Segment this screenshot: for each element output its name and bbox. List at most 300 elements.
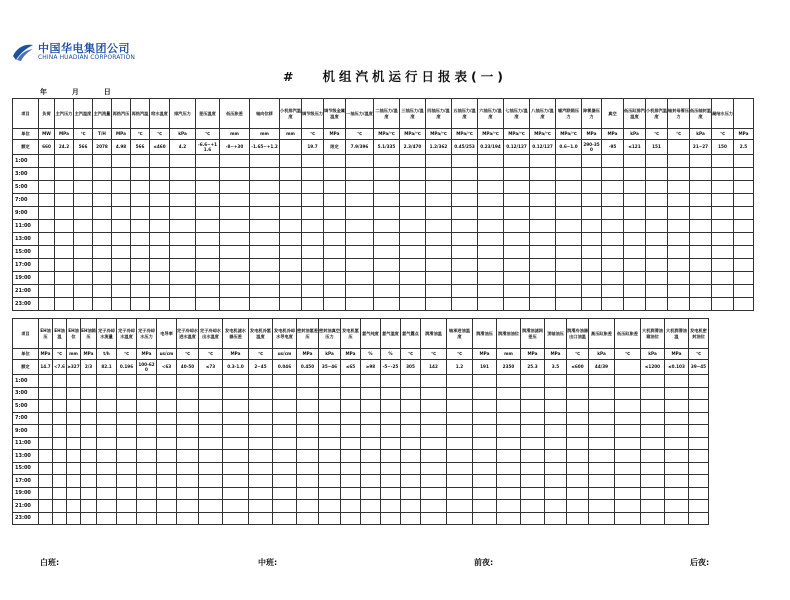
- log-entry-cell[interactable]: [319, 375, 341, 388]
- log-entry-cell[interactable]: [196, 285, 220, 298]
- log-entry-cell[interactable]: [97, 412, 117, 425]
- log-entry-cell[interactable]: [545, 437, 567, 450]
- log-entry-cell[interactable]: [452, 181, 478, 194]
- log-entry-cell[interactable]: [401, 387, 421, 400]
- log-entry-cell[interactable]: [602, 233, 624, 246]
- log-entry-cell[interactable]: [452, 168, 478, 181]
- log-entry-cell[interactable]: [249, 512, 273, 525]
- log-entry-cell[interactable]: [530, 285, 556, 298]
- log-entry-cell[interactable]: [250, 272, 280, 285]
- log-entry-cell[interactable]: [196, 207, 220, 220]
- log-entry-cell[interactable]: [220, 298, 250, 311]
- log-entry-cell[interactable]: [504, 168, 530, 181]
- log-entry-cell[interactable]: [177, 500, 199, 513]
- log-entry-cell[interactable]: [734, 285, 754, 298]
- log-entry-cell[interactable]: [249, 425, 273, 438]
- log-entry-cell[interactable]: [567, 412, 589, 425]
- log-entry-cell[interactable]: [473, 487, 497, 500]
- log-entry-cell[interactable]: [150, 298, 170, 311]
- log-entry-cell[interactable]: [196, 246, 220, 259]
- log-entry-cell[interactable]: [545, 450, 567, 463]
- log-entry-cell[interactable]: [567, 500, 589, 513]
- log-entry-cell[interactable]: [250, 259, 280, 272]
- log-entry-cell[interactable]: [67, 437, 81, 450]
- log-entry-cell[interactable]: [199, 512, 223, 525]
- log-entry-cell[interactable]: [615, 512, 641, 525]
- log-entry-cell[interactable]: [690, 181, 712, 194]
- log-entry-cell[interactable]: [497, 425, 521, 438]
- log-entry-cell[interactable]: [689, 387, 709, 400]
- log-entry-cell[interactable]: [157, 387, 177, 400]
- log-entry-cell[interactable]: [521, 437, 545, 450]
- log-entry-cell[interactable]: [39, 155, 55, 168]
- log-entry-cell[interactable]: [93, 194, 112, 207]
- log-entry-cell[interactable]: [582, 285, 602, 298]
- log-entry-cell[interactable]: [478, 220, 504, 233]
- log-entry-cell[interactable]: [426, 207, 452, 220]
- log-entry-cell[interactable]: [646, 207, 668, 220]
- log-entry-cell[interactable]: [641, 387, 665, 400]
- log-entry-cell[interactable]: [177, 375, 199, 388]
- log-entry-cell[interactable]: [545, 387, 567, 400]
- log-entry-cell[interactable]: [624, 155, 646, 168]
- log-entry-cell[interactable]: [223, 412, 249, 425]
- log-entry-cell[interactable]: [39, 181, 55, 194]
- log-entry-cell[interactable]: [478, 233, 504, 246]
- log-entry-cell[interactable]: [341, 400, 361, 413]
- log-entry-cell[interactable]: [624, 181, 646, 194]
- log-entry-cell[interactable]: [473, 437, 497, 450]
- log-entry-cell[interactable]: [473, 387, 497, 400]
- log-entry-cell[interactable]: [81, 450, 97, 463]
- log-entry-cell[interactable]: [137, 387, 157, 400]
- log-entry-cell[interactable]: [530, 207, 556, 220]
- log-entry-cell[interactable]: [112, 272, 131, 285]
- log-entry-cell[interactable]: [545, 412, 567, 425]
- log-entry-cell[interactable]: [223, 487, 249, 500]
- log-entry-cell[interactable]: [602, 168, 624, 181]
- log-entry-cell[interactable]: [297, 375, 319, 388]
- log-entry-cell[interactable]: [112, 181, 131, 194]
- log-entry-cell[interactable]: [150, 246, 170, 259]
- log-entry-cell[interactable]: [170, 246, 196, 259]
- log-entry-cell[interactable]: [199, 487, 223, 500]
- log-entry-cell[interactable]: [55, 272, 74, 285]
- log-entry-cell[interactable]: [361, 450, 381, 463]
- log-entry-cell[interactable]: [556, 181, 582, 194]
- log-entry-cell[interactable]: [421, 487, 447, 500]
- log-entry-cell[interactable]: [478, 168, 504, 181]
- log-entry-cell[interactable]: [712, 246, 734, 259]
- log-entry-cell[interactable]: [297, 462, 319, 475]
- log-entry-cell[interactable]: [421, 437, 447, 450]
- log-entry-cell[interactable]: [426, 181, 452, 194]
- log-entry-cell[interactable]: [567, 475, 589, 488]
- log-entry-cell[interactable]: [615, 387, 641, 400]
- log-entry-cell[interactable]: [556, 285, 582, 298]
- log-entry-cell[interactable]: [97, 375, 117, 388]
- log-entry-cell[interactable]: [150, 155, 170, 168]
- log-entry-cell[interactable]: [381, 450, 401, 463]
- log-entry-cell[interactable]: [39, 387, 53, 400]
- log-entry-cell[interactable]: [55, 298, 74, 311]
- log-entry-cell[interactable]: [690, 233, 712, 246]
- log-entry-cell[interactable]: [93, 207, 112, 220]
- log-entry-cell[interactable]: [346, 259, 374, 272]
- log-entry-cell[interactable]: [249, 500, 273, 513]
- log-entry-cell[interactable]: [690, 298, 712, 311]
- log-entry-cell[interactable]: [93, 155, 112, 168]
- log-entry-cell[interactable]: [497, 475, 521, 488]
- log-entry-cell[interactable]: [374, 168, 400, 181]
- log-entry-cell[interactable]: [646, 272, 668, 285]
- log-entry-cell[interactable]: [302, 155, 324, 168]
- log-entry-cell[interactable]: [381, 500, 401, 513]
- log-entry-cell[interactable]: [689, 512, 709, 525]
- log-entry-cell[interactable]: [401, 437, 421, 450]
- log-entry-cell[interactable]: [690, 259, 712, 272]
- log-entry-cell[interactable]: [504, 272, 530, 285]
- log-entry-cell[interactable]: [199, 425, 223, 438]
- log-entry-cell[interactable]: [646, 155, 668, 168]
- log-entry-cell[interactable]: [117, 462, 137, 475]
- log-entry-cell[interactable]: [668, 220, 690, 233]
- log-entry-cell[interactable]: [426, 155, 452, 168]
- log-entry-cell[interactable]: [690, 220, 712, 233]
- log-entry-cell[interactable]: [421, 475, 447, 488]
- log-entry-cell[interactable]: [615, 437, 641, 450]
- log-entry-cell[interactable]: [712, 207, 734, 220]
- log-entry-cell[interactable]: [341, 412, 361, 425]
- log-entry-cell[interactable]: [55, 246, 74, 259]
- log-entry-cell[interactable]: [641, 375, 665, 388]
- log-entry-cell[interactable]: [473, 450, 497, 463]
- log-entry-cell[interactable]: [53, 412, 67, 425]
- log-entry-cell[interactable]: [400, 285, 426, 298]
- log-entry-cell[interactable]: [150, 285, 170, 298]
- log-entry-cell[interactable]: [497, 437, 521, 450]
- log-entry-cell[interactable]: [452, 207, 478, 220]
- log-entry-cell[interactable]: [199, 412, 223, 425]
- log-entry-cell[interactable]: [374, 181, 400, 194]
- log-entry-cell[interactable]: [582, 155, 602, 168]
- log-entry-cell[interactable]: [67, 487, 81, 500]
- log-entry-cell[interactable]: [712, 181, 734, 194]
- log-entry-cell[interactable]: [280, 259, 302, 272]
- log-entry-cell[interactable]: [381, 387, 401, 400]
- log-entry-cell[interactable]: [545, 375, 567, 388]
- log-entry-cell[interactable]: [39, 259, 55, 272]
- log-entry-cell[interactable]: [117, 500, 137, 513]
- log-entry-cell[interactable]: [624, 272, 646, 285]
- log-entry-cell[interactable]: [112, 207, 131, 220]
- log-entry-cell[interactable]: [665, 462, 689, 475]
- log-entry-cell[interactable]: [615, 450, 641, 463]
- log-entry-cell[interactable]: [67, 387, 81, 400]
- log-entry-cell[interactable]: [668, 194, 690, 207]
- log-entry-cell[interactable]: [447, 387, 473, 400]
- log-entry-cell[interactable]: [324, 194, 346, 207]
- log-entry-cell[interactable]: [131, 155, 150, 168]
- log-entry-cell[interactable]: [641, 462, 665, 475]
- log-entry-cell[interactable]: [117, 475, 137, 488]
- log-entry-cell[interactable]: [602, 285, 624, 298]
- log-entry-cell[interactable]: [53, 400, 67, 413]
- log-entry-cell[interactable]: [346, 285, 374, 298]
- log-entry-cell[interactable]: [196, 272, 220, 285]
- log-entry-cell[interactable]: [447, 487, 473, 500]
- log-entry-cell[interactable]: [426, 194, 452, 207]
- log-entry-cell[interactable]: [324, 155, 346, 168]
- log-entry-cell[interactable]: [361, 512, 381, 525]
- log-entry-cell[interactable]: [53, 462, 67, 475]
- log-entry-cell[interactable]: [374, 194, 400, 207]
- log-entry-cell[interactable]: [734, 207, 754, 220]
- log-entry-cell[interactable]: [556, 272, 582, 285]
- log-entry-cell[interactable]: [689, 475, 709, 488]
- log-entry-cell[interactable]: [220, 272, 250, 285]
- log-entry-cell[interactable]: [220, 285, 250, 298]
- log-entry-cell[interactable]: [556, 155, 582, 168]
- log-entry-cell[interactable]: [302, 207, 324, 220]
- log-entry-cell[interactable]: [341, 462, 361, 475]
- log-entry-cell[interactable]: [53, 375, 67, 388]
- log-entry-cell[interactable]: [250, 155, 280, 168]
- log-entry-cell[interactable]: [582, 168, 602, 181]
- log-entry-cell[interactable]: [473, 412, 497, 425]
- log-entry-cell[interactable]: [641, 437, 665, 450]
- log-entry-cell[interactable]: [361, 475, 381, 488]
- log-entry-cell[interactable]: [478, 155, 504, 168]
- log-entry-cell[interactable]: [67, 512, 81, 525]
- log-entry-cell[interactable]: [150, 272, 170, 285]
- log-entry-cell[interactable]: [665, 500, 689, 513]
- log-entry-cell[interactable]: [556, 220, 582, 233]
- log-entry-cell[interactable]: [250, 220, 280, 233]
- log-entry-cell[interactable]: [690, 246, 712, 259]
- log-entry-cell[interactable]: [324, 207, 346, 220]
- log-entry-cell[interactable]: [319, 437, 341, 450]
- log-entry-cell[interactable]: [220, 155, 250, 168]
- log-entry-cell[interactable]: [346, 233, 374, 246]
- log-entry-cell[interactable]: [93, 272, 112, 285]
- log-entry-cell[interactable]: [131, 259, 150, 272]
- log-entry-cell[interactable]: [250, 246, 280, 259]
- log-entry-cell[interactable]: [249, 387, 273, 400]
- log-entry-cell[interactable]: [324, 233, 346, 246]
- log-entry-cell[interactable]: [452, 285, 478, 298]
- log-entry-cell[interactable]: [280, 155, 302, 168]
- log-entry-cell[interactable]: [170, 220, 196, 233]
- log-entry-cell[interactable]: [646, 285, 668, 298]
- log-entry-cell[interactable]: [646, 233, 668, 246]
- log-entry-cell[interactable]: [74, 272, 93, 285]
- log-entry-cell[interactable]: [374, 155, 400, 168]
- log-entry-cell[interactable]: [497, 400, 521, 413]
- log-entry-cell[interactable]: [150, 233, 170, 246]
- log-entry-cell[interactable]: [170, 155, 196, 168]
- log-entry-cell[interactable]: [734, 155, 754, 168]
- log-entry-cell[interactable]: [67, 500, 81, 513]
- log-entry-cell[interactable]: [426, 233, 452, 246]
- log-entry-cell[interactable]: [668, 155, 690, 168]
- log-entry-cell[interactable]: [280, 285, 302, 298]
- log-entry-cell[interactable]: [280, 298, 302, 311]
- log-entry-cell[interactable]: [297, 487, 319, 500]
- log-entry-cell[interactable]: [117, 387, 137, 400]
- log-entry-cell[interactable]: [93, 298, 112, 311]
- log-entry-cell[interactable]: [346, 207, 374, 220]
- log-entry-cell[interactable]: [74, 298, 93, 311]
- log-entry-cell[interactable]: [545, 462, 567, 475]
- log-entry-cell[interactable]: [297, 425, 319, 438]
- log-entry-cell[interactable]: [646, 168, 668, 181]
- log-entry-cell[interactable]: [250, 194, 280, 207]
- log-entry-cell[interactable]: [624, 246, 646, 259]
- log-entry-cell[interactable]: [223, 437, 249, 450]
- log-entry-cell[interactable]: [582, 207, 602, 220]
- log-entry-cell[interactable]: [302, 272, 324, 285]
- log-entry-cell[interactable]: [668, 246, 690, 259]
- log-entry-cell[interactable]: [81, 462, 97, 475]
- log-entry-cell[interactable]: [447, 512, 473, 525]
- log-entry-cell[interactable]: [374, 285, 400, 298]
- log-entry-cell[interactable]: [74, 233, 93, 246]
- log-entry-cell[interactable]: [117, 400, 137, 413]
- log-entry-cell[interactable]: [302, 259, 324, 272]
- log-entry-cell[interactable]: [504, 220, 530, 233]
- log-entry-cell[interactable]: [53, 512, 67, 525]
- log-entry-cell[interactable]: [521, 512, 545, 525]
- log-entry-cell[interactable]: [199, 450, 223, 463]
- log-entry-cell[interactable]: [452, 233, 478, 246]
- log-entry-cell[interactable]: [97, 500, 117, 513]
- log-entry-cell[interactable]: [341, 487, 361, 500]
- log-entry-cell[interactable]: [530, 272, 556, 285]
- log-entry-cell[interactable]: [297, 450, 319, 463]
- log-entry-cell[interactable]: [273, 462, 297, 475]
- log-entry-cell[interactable]: [361, 462, 381, 475]
- log-entry-cell[interactable]: [567, 462, 589, 475]
- log-entry-cell[interactable]: [381, 400, 401, 413]
- log-entry-cell[interactable]: [249, 412, 273, 425]
- log-entry-cell[interactable]: [157, 450, 177, 463]
- log-entry-cell[interactable]: [567, 375, 589, 388]
- log-entry-cell[interactable]: [641, 487, 665, 500]
- log-entry-cell[interactable]: [497, 412, 521, 425]
- log-entry-cell[interactable]: [582, 259, 602, 272]
- log-entry-cell[interactable]: [712, 298, 734, 311]
- log-entry-cell[interactable]: [250, 181, 280, 194]
- log-entry-cell[interactable]: [602, 194, 624, 207]
- log-entry-cell[interactable]: [589, 375, 615, 388]
- log-entry-cell[interactable]: [67, 400, 81, 413]
- log-entry-cell[interactable]: [249, 375, 273, 388]
- log-entry-cell[interactable]: [447, 375, 473, 388]
- log-entry-cell[interactable]: [137, 500, 157, 513]
- log-entry-cell[interactable]: [712, 155, 734, 168]
- log-entry-cell[interactable]: [589, 425, 615, 438]
- log-entry-cell[interactable]: [250, 168, 280, 181]
- log-entry-cell[interactable]: [447, 400, 473, 413]
- log-entry-cell[interactable]: [74, 207, 93, 220]
- log-entry-cell[interactable]: [400, 207, 426, 220]
- log-entry-cell[interactable]: [452, 298, 478, 311]
- log-entry-cell[interactable]: [74, 246, 93, 259]
- log-entry-cell[interactable]: [734, 168, 754, 181]
- log-entry-cell[interactable]: [473, 375, 497, 388]
- log-entry-cell[interactable]: [112, 155, 131, 168]
- log-entry-cell[interactable]: [137, 375, 157, 388]
- log-entry-cell[interactable]: [689, 412, 709, 425]
- log-entry-cell[interactable]: [447, 412, 473, 425]
- log-entry-cell[interactable]: [324, 298, 346, 311]
- log-entry-cell[interactable]: [97, 462, 117, 475]
- log-entry-cell[interactable]: [473, 475, 497, 488]
- log-entry-cell[interactable]: [131, 168, 150, 181]
- log-entry-cell[interactable]: [478, 246, 504, 259]
- log-entry-cell[interactable]: [81, 475, 97, 488]
- log-entry-cell[interactable]: [341, 375, 361, 388]
- log-entry-cell[interactable]: [67, 475, 81, 488]
- log-entry-cell[interactable]: [39, 400, 53, 413]
- log-entry-cell[interactable]: [582, 220, 602, 233]
- log-entry-cell[interactable]: [280, 181, 302, 194]
- log-entry-cell[interactable]: [223, 375, 249, 388]
- log-entry-cell[interactable]: [401, 462, 421, 475]
- log-entry-cell[interactable]: [665, 400, 689, 413]
- log-entry-cell[interactable]: [177, 512, 199, 525]
- log-entry-cell[interactable]: [497, 387, 521, 400]
- log-entry-cell[interactable]: [249, 462, 273, 475]
- log-entry-cell[interactable]: [447, 437, 473, 450]
- log-entry-cell[interactable]: [223, 475, 249, 488]
- log-entry-cell[interactable]: [665, 412, 689, 425]
- log-entry-cell[interactable]: [521, 462, 545, 475]
- log-entry-cell[interactable]: [273, 512, 297, 525]
- log-entry-cell[interactable]: [401, 425, 421, 438]
- log-entry-cell[interactable]: [170, 298, 196, 311]
- log-entry-cell[interactable]: [53, 425, 67, 438]
- log-entry-cell[interactable]: [55, 207, 74, 220]
- log-entry-cell[interactable]: [273, 475, 297, 488]
- log-entry-cell[interactable]: [199, 475, 223, 488]
- log-entry-cell[interactable]: [689, 500, 709, 513]
- log-entry-cell[interactable]: [426, 259, 452, 272]
- log-entry-cell[interactable]: [97, 425, 117, 438]
- log-entry-cell[interactable]: [137, 450, 157, 463]
- log-entry-cell[interactable]: [734, 181, 754, 194]
- log-entry-cell[interactable]: [426, 246, 452, 259]
- log-entry-cell[interactable]: [589, 400, 615, 413]
- log-entry-cell[interactable]: [150, 220, 170, 233]
- log-entry-cell[interactable]: [400, 220, 426, 233]
- log-entry-cell[interactable]: [668, 272, 690, 285]
- log-entry-cell[interactable]: [361, 425, 381, 438]
- log-entry-cell[interactable]: [401, 475, 421, 488]
- log-entry-cell[interactable]: [504, 259, 530, 272]
- log-entry-cell[interactable]: [556, 168, 582, 181]
- log-entry-cell[interactable]: [55, 285, 74, 298]
- log-entry-cell[interactable]: [624, 207, 646, 220]
- log-entry-cell[interactable]: [530, 155, 556, 168]
- log-entry-cell[interactable]: [39, 233, 55, 246]
- log-entry-cell[interactable]: [401, 512, 421, 525]
- log-entry-cell[interactable]: [665, 450, 689, 463]
- log-entry-cell[interactable]: [665, 487, 689, 500]
- log-entry-cell[interactable]: [478, 194, 504, 207]
- log-entry-cell[interactable]: [39, 194, 55, 207]
